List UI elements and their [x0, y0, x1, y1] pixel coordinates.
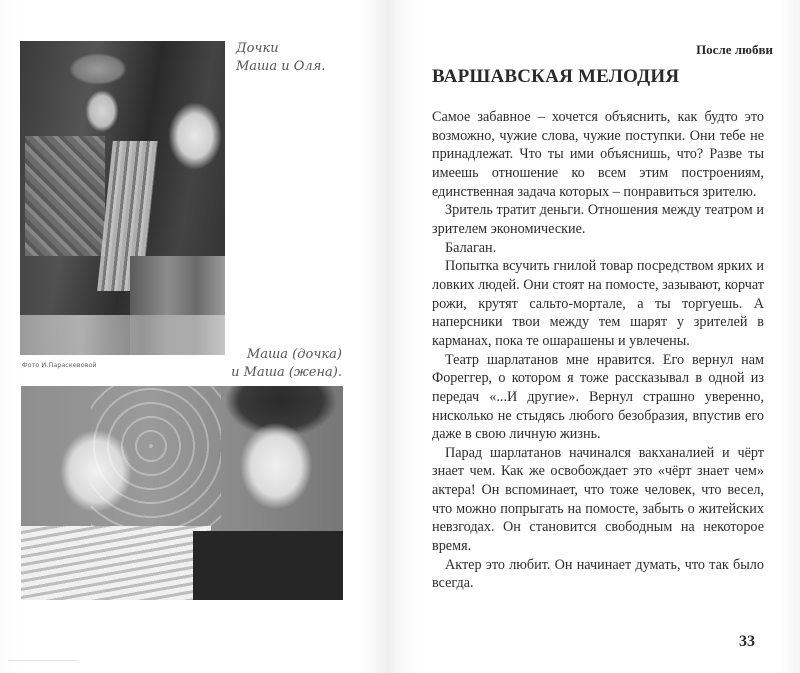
paragraph: Театр шарлатанов мне нравится. Его вернул нам Фореггер, о котором я тоже рассказывал в одной из передач «...И другие». Вернул страшно уверенно, нисколько не стыдясь любого безобразия, впустив его даже в свою личную жизнь. [432, 351, 764, 443]
page-number: 33 [739, 633, 755, 650]
paragraph: Самое забавное – хочется объяснить, как будто это возможно, чужие слова, чужие поступки. Они тебе не принадлежат. Что ты ими объяснишь, что? Разве ты имеешь отношение ко всем этим построениям, единственная задача которых – понравиться зрителю. [432, 109, 764, 200]
photo-detail-striped-shirt [21, 526, 211, 600]
paragraph: Попытка всучить гнилой товар посредством ярких и ловких людей. Они стоят на помосте, зазывают, корчат рожи, крутят сальто-мортале, а ты торгуешь. А наперсники твои между тем шарят у зрителей в карманах, пока те ошарашены и увлечены. [432, 258, 764, 349]
chapter-body [432, 108, 764, 593]
chapter-title: ВАРШАВСКАЯ МЕЛОДИЯ [432, 66, 680, 87]
photo-detail-coat [25, 136, 105, 256]
caption-2-line-1: Маша (дочка) [246, 347, 342, 362]
paragraph: Балаган. [445, 239, 497, 256]
caption-1-line-2: Маша и Оля. [236, 59, 326, 74]
photo-credit: Фото И.Параскевовой [22, 361, 97, 369]
photo-caption-1 [236, 40, 325, 76]
caption-1-line-1: Дочки [236, 41, 279, 56]
photo-daughters-masha-and-olya [20, 41, 225, 355]
paragraph: Зритель тратит деньги. Отношения между театром и зрителем экономические. [432, 202, 764, 237]
caption-2-line-2: и Маша (жена). [231, 365, 342, 380]
photo-masha-and-masha [21, 386, 343, 600]
paragraph: Актер это любит. Он начинает думать, что так было всегда. [432, 556, 764, 592]
photo-detail-foreground [20, 315, 225, 355]
photo-detail-dark-top [193, 531, 343, 600]
scan-mark [8, 660, 78, 661]
photo-detail-wallpaper [91, 386, 221, 546]
running-head: После любви [696, 42, 773, 57]
paragraph: Парад шарлатанов начинался вакханалией и чёрт знает чем. Как же освобождает это «чёрт знает чем» актера! Он вспоминает, что тоже человек, что весел, что можно попрыгать на помосте, забыть о житейских невзгодах. Он становится свободным на некоторое время. [432, 444, 764, 555]
photo-caption-2 [231, 346, 342, 382]
